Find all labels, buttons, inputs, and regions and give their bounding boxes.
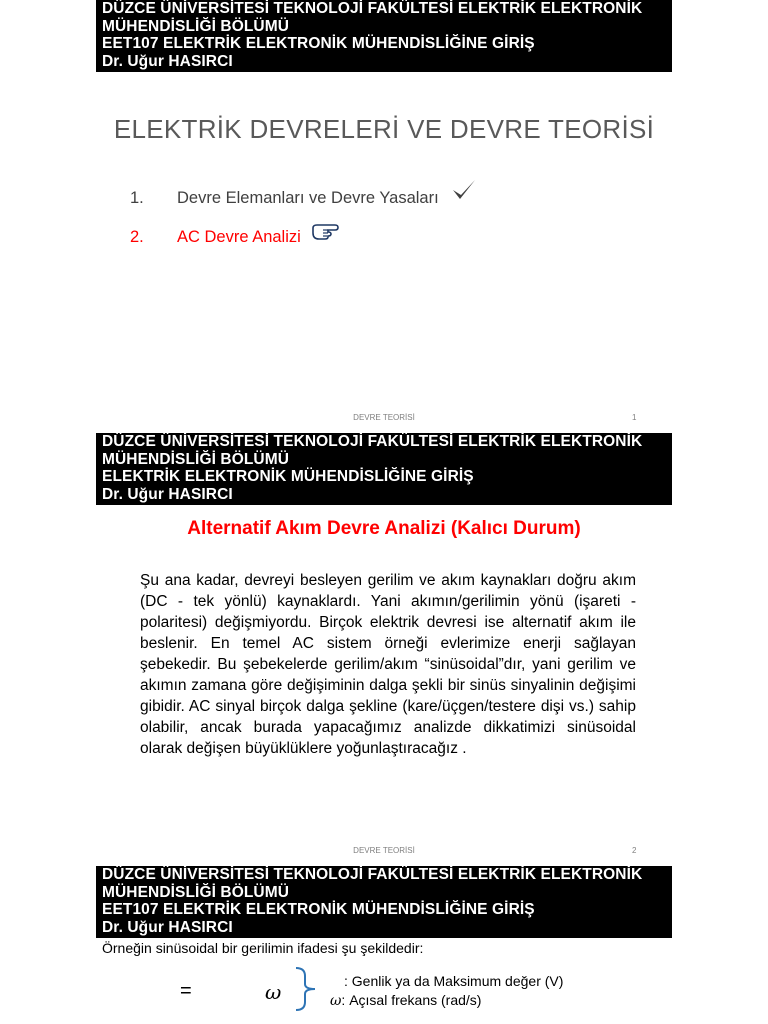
- header-line: MÜHENDİSLİĞİ BÖLÜMÜ: [102, 883, 290, 901]
- omega-symbol: ω: [265, 980, 282, 1004]
- list-text: Devre Elemanları ve Devre Yasaları: [177, 189, 439, 207]
- header-line: ELEKTRİK ELEKTRONİK MÜHENDİSLİĞİNE GİRİŞ: [102, 468, 474, 485]
- footer-label: DEVRE TEORİSİ: [353, 413, 415, 422]
- list-number: 2.: [130, 228, 144, 246]
- header-line: DÜZCE ÜNİVERSİTESİ TEKNOLOJİ FAKÜLTESİ ELEKTRİK ELEKTRONİK: [102, 0, 643, 17]
- page-number: 2: [632, 846, 637, 855]
- header-line: MÜHENDİSLİĞİ BÖLÜMÜ: [102, 17, 290, 35]
- header-line: EET107 ELEKTRİK ELEKTRONİK MÜHENDİSLİĞİNE GİRİŞ: [102, 901, 535, 918]
- slide1-title: ELEKTRİK DEVRELERİ VE DEVRE TEORİSİ: [113, 114, 655, 144]
- slide1-header: [96, 0, 672, 72]
- slide2-title: Alternatif Akım Devre Analizi (Kalıcı Durum): [187, 518, 581, 539]
- list-number: 1.: [130, 189, 144, 207]
- header-line: Dr. Uğur HASIRCI: [102, 485, 233, 503]
- page-number: 1: [632, 413, 637, 422]
- slide2-header: [96, 433, 672, 505]
- footer-label: DEVRE TEORİSİ: [353, 846, 415, 855]
- pointing-hand-icon: [311, 222, 339, 240]
- header-line: EET107 ELEKTRİK ELEKTRONİK MÜHENDİSLİĞİNE GİRİŞ: [102, 35, 535, 52]
- header-line: Dr. Uğur HASIRCI: [102, 918, 233, 936]
- slide2-paragraph: Şu ana kadar, devreyi besleyen gerilim ve akım kaynakları doğru akım (DC - tek yönlü) kaynaklardı. Yani akımın/gerilimin yönü (işareti - polaritesi) değişmiyordu. Birçok elektrik devresi ise alternatif akım ile beslenir. En temel AC sistem örneği evlerimize enerji sağlayan şebekedir. Bu şebekelerde gerilim/akım “sinüsoidal”dır, yani gerilim ve akımın zamana göre değişiminin dalga şekli bir sinüs sinyalinin değişimi gibidir. AC sinyal birçok dalga şekline (kare/üçgen/testere dişi vs.) sahip olabilir, ancak burada yapacağımız analizde dikkatimizi sinüsoidal olarak değişen büyüklüklere yoğunlaştıracağız .: [140, 572, 636, 757]
- equals-sign: =: [180, 980, 192, 1002]
- definition-text: : Açısal frekans (rad/s): [341, 992, 482, 1008]
- list-text: AC Devre Analizi: [177, 228, 301, 246]
- slide3-header: [96, 866, 672, 938]
- right-brace-icon: [293, 966, 321, 1012]
- header-line: DÜZCE ÜNİVERSİTESİ TEKNOLOJİ FAKÜLTESİ ELEKTRİK ELEKTRONİK: [102, 866, 643, 883]
- definition-amplitude: : Genlik ya da Maksimum değer (V): [344, 973, 564, 989]
- check-icon: [451, 178, 477, 202]
- header-line: MÜHENDİSLİĞİ BÖLÜMÜ: [102, 450, 290, 468]
- omega-symbol: ω: [330, 993, 342, 1009]
- header-line: Dr. Uğur HASIRCI: [102, 52, 233, 70]
- slide3-intro: Örneğin sinüsoidal bir gerilimin ifadesi şu şekildedir:: [102, 940, 424, 956]
- header-line: DÜZCE ÜNİVERSİTESİ TEKNOLOJİ FAKÜLTESİ ELEKTRİK ELEKTRONİK: [102, 433, 643, 450]
- definition-frequency: [330, 992, 481, 1009]
